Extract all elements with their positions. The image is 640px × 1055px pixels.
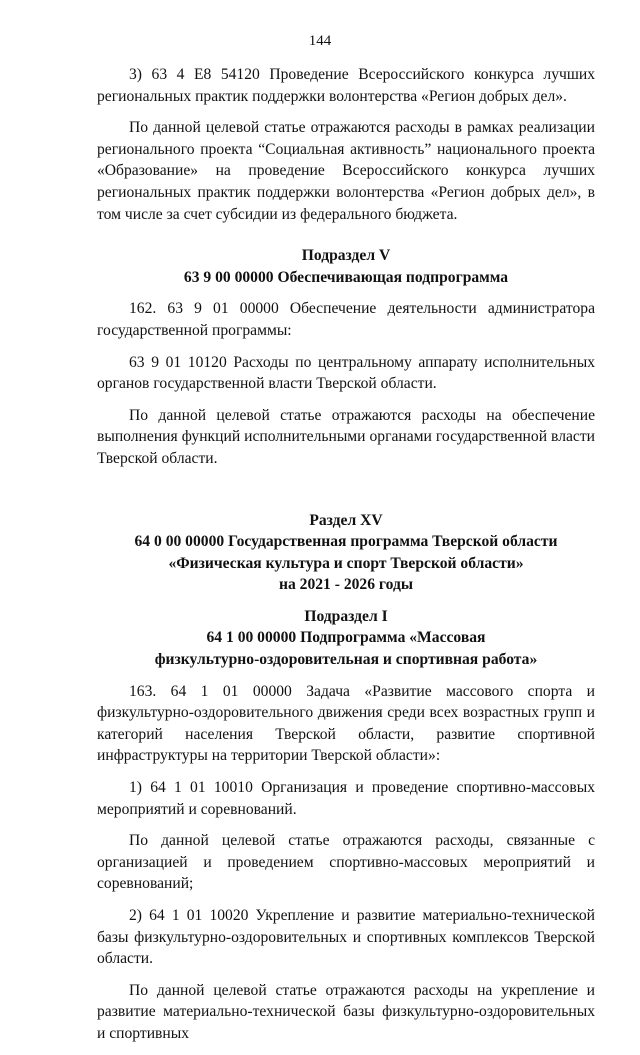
paragraph-item-3: 3) 63 4 E8 54120 Проведение Всероссийского конкурса лучших региональных практик поддержки волонтерства «Регион добрых дел». [97, 66, 595, 105]
paragraph-description: По данной целевой статье отражаются расходы в рамках реализации регионального проекта “Социальная активность” национального проекта «Образование» на проведение Всероссийского конкурса лучших региональных практик поддержки волонтерства «Регион добрых дел», в том числе за счет субсидии из федерального бюджета. [97, 119, 595, 223]
paragraph-item-2: 2) 64 1 01 10020 Укрепление и развитие материально-технической базы физкультурно-оздоровительных и спортивных комплексов Тверской области. [97, 907, 595, 968]
paragraph-description: По данной целевой статье отражаются расходы, связанные с организацией и проведением спортивно-массовых мероприятий и соревнований; [97, 832, 595, 893]
section-xv-line-2: «Физическая культура и спорт Тверской области» [168, 554, 524, 572]
subsection-v-code: 63 9 00 00000 Обеспечивающая подпрограмма [183, 268, 509, 286]
paragraph-item-1: 1) 64 1 01 10010 Организация и проведение спортивно-массовых мероприятий и соревнований. [97, 779, 595, 818]
subsection-v-title: Подраздел V [301, 247, 391, 265]
page-number: 144 [308, 33, 332, 49]
section-xv-title: Раздел XV [309, 511, 383, 529]
section-xv-line-3: на 2021 - 2026 годы [278, 576, 414, 594]
paragraph-description: По данной целевой статье отражаются расходы на укрепление и развитие материально-технической базы физкультурно-оздоровительных и спортивных [97, 981, 595, 1042]
paragraph-description: По данной целевой статье отражаются расходы на обеспечение выполнения функций исполнительными органами государственной власти Тверской области. [97, 406, 595, 467]
paragraph-162: 162. 63 9 01 00000 Обеспечение деятельности администратора государственной программы: [97, 300, 595, 339]
paragraph-central-apparatus: 63 9 01 10120 Расходы по центральному аппарату исполнительных органов государственной власти Тверской области. [97, 353, 595, 393]
subsection-i-line-2: физкультурно-оздоровительная и спортивная работа» [154, 651, 538, 669]
subsection-i-title: Подраздел I [304, 607, 388, 625]
subsection-i-line-1: 64 1 00 00000 Подпрограмма «Массовая [206, 629, 486, 647]
document-body [97, 64, 595, 1055]
paragraph-163: 163. 64 1 01 00000 Задача «Развитие массового спорта и физкультурно-оздоровительного движения среди всех возрастных групп и категорий населения Тверской области, развитие спортивной инфраструктуры на территории Тверской области»: [97, 682, 595, 765]
section-xv-line-1: 64 0 00 00000 Государственная программа Тверской области [134, 533, 558, 551]
